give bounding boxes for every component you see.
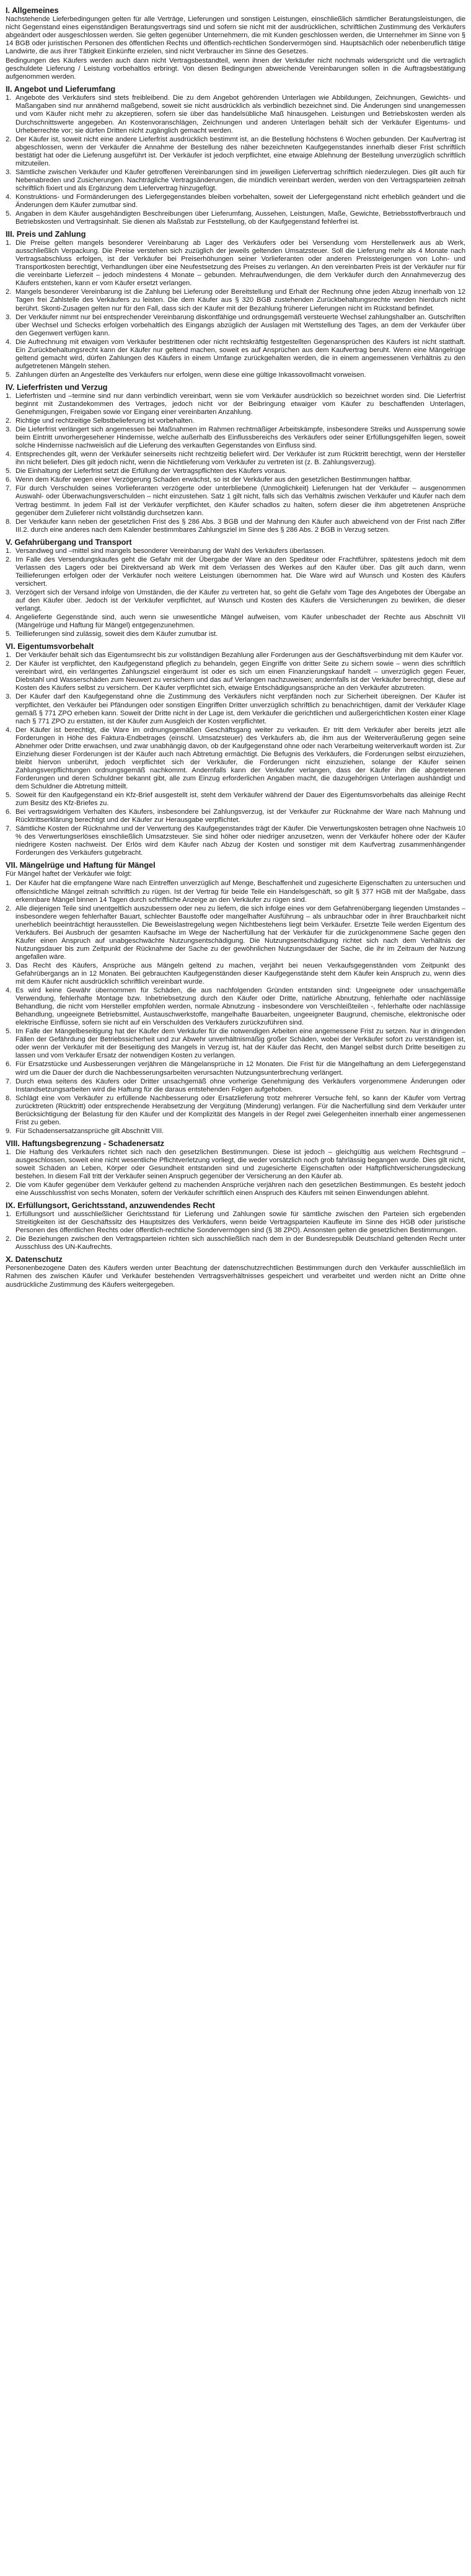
clause-text: Für durch Verschulden seines Vorlieferanten verzögerte oder unterbliebene (Unmöglichkeit) Lieferungen hat der Verkäufer – ausgenommen Auswahl- oder Überwachungsverschulden – nicht einzustehen. Satz 1 gilt nicht, falls sich das Verhältnis zwischen Verkäufer und Käufer nach dem Vertrag bestimmt. In jedem Fall ist der Verkäufer verpflichtet, den Käufer schadlos zu halten, sofern dieser die ihm abgetretenen Ansprüche gegenüber dem Zulieferer nicht vollständig durchsetzen kann. bbox=[15, 485, 465, 517]
clause-number: 7. bbox=[6, 825, 12, 833]
clause-text: Erfüllungsort und ausschließlicher Gerichtsstand für Lieferung und Zahlungen sowie für sämtliche zwischen den Parteien sich ergebenden Streitigkeiten ist der Geschäftssitz des Hauptsitzes des Verkäufers, wenn beide Vertragsparteien Kaufleute im Sinne des HGB oder juristische Personen des öffentlichen Rechts oder öffentlich-rechtliche Sondervermögen sind (§ 38 ZPO). Ansonsten gelten die gesetzlichen Bestimmungen. bbox=[15, 1211, 465, 1235]
clause-item bbox=[6, 210, 465, 226]
clause-text: Für Ersatzstücke und Ausbesserungen verjähren die Mängelansprüche in 12 Monaten. Die Frist für die Mängelhaftung an dem Liefergegenstand wird um die Dauer der durch die Nachbesserungsarbeiten verursachten Nutzungsunterbrechung verlängert. bbox=[15, 1061, 465, 1077]
section-heading: VII. Mängelrüge und Haftung für Mängel bbox=[6, 860, 156, 870]
clause-item bbox=[6, 1127, 465, 1136]
clause-item bbox=[6, 193, 465, 210]
section-heading: V. Gefahrübergang und Transport bbox=[6, 537, 132, 547]
clause-number: 1. bbox=[6, 1211, 12, 1219]
section-heading: VI. Eigentumsvorbehalt bbox=[6, 642, 94, 651]
clause-number: 5. bbox=[6, 371, 12, 379]
clause-number: 4. bbox=[6, 451, 12, 459]
clause-number: 7. bbox=[6, 1077, 12, 1085]
clause-item bbox=[6, 614, 465, 630]
clause-text: Die Beziehungen zwischen den Vertragsparteien richten sich ausschließlich nach dem in der Bundesrepublik Deutschland geltenden Recht unter Ausschluss des UN-Kaufrechts. bbox=[15, 1235, 465, 1251]
clause-item bbox=[6, 1061, 465, 1077]
clause-item bbox=[6, 239, 465, 288]
clause-number: 1. bbox=[6, 651, 12, 659]
clause-number: 1. bbox=[6, 392, 12, 400]
clause-item bbox=[6, 547, 465, 555]
clause-number: 1. bbox=[6, 1148, 12, 1156]
section-paragraph: Personenbezogene Daten des Käufers werden unter Beachtung der datenschutzrechtlichen Bestimmungen durch den Verkäufer ausschließlich im Rahmen des zwischen Käufer und Verkäufer bestehenden Vertragsverhältnisses gespeichert und verarbeitet und werden nicht an Dritte ohne ausdrückliche Zustimmung des Käufers weitergegeben. bbox=[6, 1264, 465, 1289]
clause-number: 5. bbox=[6, 792, 12, 800]
clause-text: Der Käufer darf den Kaufgegenstand ohne die Zustimmung des Verkäufers nicht verpfänden noch zur Sicherheit übereignen. Der Käufer ist verpflichtet, den Verkäufer bei Pfändungen oder sonstigen Eingriffen Dritter unverzüglich schriftlich zu benachrichtigen, damit der Verkäufer Klage gemäß § 771 ZPO erheben kann. Soweit der Dritte nicht in der Lage ist, dem Verkäufer die gerichtlichen und außergerichtlichen Kosten einer Klage nach § 771 ZPO zu erstatten, ist der Käufer zum Ausgleich der Kosten verpflichtet. bbox=[15, 693, 465, 725]
clause-number: 3. bbox=[6, 168, 12, 176]
clause-item bbox=[6, 392, 465, 417]
clause-number: 2. bbox=[6, 1181, 12, 1189]
clause-item bbox=[6, 808, 465, 824]
clause-item bbox=[6, 476, 465, 484]
clause-text: Für Schadensersatzansprüche gilt Abschnitt VIII. bbox=[15, 1127, 164, 1135]
clause-list bbox=[6, 880, 465, 1135]
clause-item bbox=[6, 660, 465, 692]
clause-number: 3. bbox=[6, 961, 12, 969]
clause-item bbox=[6, 451, 465, 467]
clause-number: 2. bbox=[6, 417, 12, 425]
clause-text: Das Recht des Käufers, Ansprüche aus Mängeln geltend zu machen, verjährt bei neuen Verkaufsgegenständen vom Zeitpunkt des Gefahrübergangs an in 12 Monaten. Bei gebrauchten Kaufgegenständen dieser Kaufgegenstände steht dem Käufer kein Anspruch zu, wenn dies mit dem Käufer nicht ausdrücklich schriftlich vereinbart wurde. bbox=[15, 961, 465, 986]
clause-text: Schlägt eine vom Verkäufer zu erfüllende Nachbesserung oder Ersatzlieferung trotz mehrerer Versuche fehl, so kann der Käufer vom Vertrag zurücktreten (Rücktritt) oder entsprechende Herabsetzung der Vergütung (Minderung) verlangen. Für die Nacherfüllung sind dem Verkäufer unter Berücksichtigung der Belastung für den Käufer und der Komplizität des Mangels in der Regel zwei Gelegenheiten innerhalb einer angemessenen Frist zu geben. bbox=[15, 1094, 465, 1126]
section-paragraph: Nachstehende Lieferbedingungen gelten für alle Verträge, Lieferungen und sonstigen Leistungen, einschließlich sämtlicher Beratungsleistungen, die nicht Gegenstand eines eigenständigen Beratungsvertrags sind und sofern sie nicht mit der ausdrücklichen, schriftlichen Zustimmung des Verkäufers abgeändert oder ausgeschlossen werden. Sie gelten gegenüber Unternehmern, die mit Kunden geschlossen werden, die Unternehmer im Sinne von § 14 BGB oder juristischen Personen des öffentlichen Rechts und öffentlich-rechtlichen Sondervermögen sind. Hauptsächlich oder nebenberuflich tätige Landwirte, die aus ihrer Tätigkeit Einkünfte erzielen, sind nicht Verbraucher im Sinne des Gesetzes. bbox=[6, 15, 465, 56]
clause-number: 1. bbox=[6, 880, 12, 888]
clause-number: 5. bbox=[6, 467, 12, 475]
clause-text: Die Lieferfrist verlängert sich angemessen bei Maßnahmen im Rahmen rechtmäßiger Arbeitskämpfe, insbesondere Streiks und Aussperrung sowie beim Eintritt unvorhergesehener Hindernisse, welche außerhalb des Einflussbereichs des Verkäufers oder seiner Erfüllungsgehilfen liegen, soweit solche Hindernisse nachweislich auf die Lieferung des verkauften Gegenstandes von Einfluss sind. bbox=[15, 426, 465, 450]
section-heading: II. Angebot und Lieferumfang bbox=[6, 84, 116, 94]
clause-text: Der Verkäufer nimmt nur bei entsprechender Vereinbarung diskontfähige und ordnungsgemäß versteuerte Wechsel zahlungshalber an. Gutschriften über Wechsel und Schecks erfolgen vorbehaltlich des Eingangs abzüglich der Auslagen mit Wertstellung des Tages, an dem der Verkäufer über den Gegenwert verfügen kann. bbox=[15, 313, 465, 337]
section-heading: I. Allgemeines bbox=[6, 6, 59, 15]
clause-text: Sämtliche Kosten der Rücknahme und der Verwertung des Kaufgegenstandes trägt der Käufer. Die Verwertungskosten betragen ohne Nachweis 10 % des Verwertungserlöses einschließlich Umsatzsteuer. Sie sind höher oder niedriger anzusetzen, wenn der Verkäufer höhere oder der Käufer niedrigere Kosten nachweist. Der Erlös wird dem Käufer nach Abzug der Kosten und sonstiger mit dem Kaufvertrag zusammenhängender Forderungen des Verkäufers gutgebracht. bbox=[15, 825, 465, 857]
clause-item bbox=[6, 1095, 465, 1127]
clause-number: 5. bbox=[6, 1028, 12, 1036]
clause-item bbox=[6, 825, 465, 857]
clause-number: 1. bbox=[6, 94, 12, 102]
clause-text: Versandweg und –mittel sind mangels besonderer Vereinbarung der Wahl des Verkäufers überlassen. bbox=[15, 547, 325, 555]
clause-text: Die vom Käufer gegenüber dem Verkäufer geltend zu machenden Ansprüche verjähren nach den gesetzlichen Bestimmungen. Es besteht jedoch eine Ausschlussfrist von sechs Monaten, sofern der Verkäufer schriftlich einen Anspruch des Käufers mit seinen Einwendungen ablehnt. bbox=[15, 1181, 465, 1198]
clause-item bbox=[6, 518, 465, 534]
clause-text: Durch etwa seitens des Käufers oder Dritter unsachgemäß ohne vorherige Genehmigung des Verkäufers vorgenommene Änderungen oder Instandsetzungsarbeiten wird die Haftung für die daraus entstehenden Folgen aufgehoben. bbox=[15, 1077, 465, 1093]
clause-number: 4. bbox=[6, 193, 12, 201]
section-heading: IV. Lieferfristen und Verzug bbox=[6, 382, 108, 392]
section-paragraph: Bedingungen des Käufers werden auch dann nicht Vertragsbestandteil, wenn ihnen der Verkäufer nicht nochmals widerspricht und die vertraglich geschuldete Lieferung / Leistung vorbehaltlos erbringt. Von diesen Bedingungen abweichende Vereinbarungen sollen in die Auftragsbestätigung aufgenommen werden. bbox=[6, 57, 465, 81]
clause-item bbox=[6, 987, 465, 1027]
clause-text: Angebote des Verkäufers sind stets freibleibend. Die zu dem Angebot gehörenden Unterlagen wie Abbildungen, Zeichnungen, Gewichts- und Maßangaben sind nur annähernd maßgebend, soweit sie nicht ausdrücklich als verbindlich bezeichnet sind. Die Änderungen sind unangemessen und vom Käufer nicht mehr zu akzeptieren, sofern sie über das handelsübliche Maß hinausgehen. Leistungen und Betriebskosten werden als Durchschnittswerte angegeben. An Kostenvoranschlägen, Zeichnungen und anderen Unterlagen behält sich der Verkäufer Eigentums- und Urheberrechte vor; sie dürfen Dritten nicht zugänglich gemacht werden. bbox=[15, 94, 465, 135]
clause-item bbox=[6, 651, 465, 659]
clause-item bbox=[6, 338, 465, 371]
clause-item bbox=[6, 288, 465, 312]
clause-text: Der Verkäufer behält sich das Eigentumsrecht bis zur vollständigen Bezahlung aller Forderungen aus der Geschäftsverbindung mit dem Käufer vor. bbox=[15, 651, 464, 659]
clause-item bbox=[6, 1078, 465, 1094]
clause-text: Konstruktions- und Formänderungen des Liefergegenstandes bleiben vorbehalten, soweit der Liefergegenstand nicht erheblich geändert und die Änderungen dem Käufer zumutbar sind. bbox=[15, 193, 465, 209]
clause-number: 2. bbox=[6, 1235, 12, 1243]
clause-item bbox=[6, 1235, 465, 1251]
clause-number: 3. bbox=[6, 588, 12, 596]
clause-item bbox=[6, 693, 465, 725]
clause-number: 2. bbox=[6, 288, 12, 296]
clause-text: Richtige und rechtzeitige Selbstbelieferung ist vorbehalten. bbox=[15, 417, 195, 425]
clause-number: 9. bbox=[6, 1127, 12, 1135]
clause-item bbox=[6, 556, 465, 588]
clause-item bbox=[6, 485, 465, 517]
clause-item bbox=[6, 467, 465, 475]
clause-number: 3. bbox=[6, 426, 12, 434]
clause-text: Mangels besonderer Vereinbarung ist die Zahlung bei Lieferung oder Bereitstellung und Erhalt der Rechnung ohne jeden Abzug innerhalb von 12 Tagen frei Zahlstelle des Verkäufers zu leisten. Die dem Käufer aus § 320 BGB zustehenden Zurückbehaltungsrechte werden hierdurch nicht berührt. Skonti-Zusagen gelten nur für den Fall, dass sich der Käufer mit der Bezahlung früherer Lieferungen nicht im Rückstand befindet. bbox=[15, 288, 465, 312]
clause-text: Zahlungen dürfen an Angestellte des Verkäufers nur erfolgen, wenn diese eine gültige Inkassovollmacht vorweisen. bbox=[15, 371, 366, 379]
clause-text: Verzögert sich der Versand infolge von Umständen, die der Käufer zu vertreten hat, so geht die Gefahr vom Tage des Angebotes der Übergabe an auf den Käufer über. Jedoch ist der Verkäufer verpflichtet, auf Wunsch und Kosten des Käufers die Versicherungen zu bewirken, die dieser verlangt. bbox=[15, 588, 465, 613]
clause-item bbox=[6, 1181, 465, 1198]
clause-number: 3. bbox=[6, 693, 12, 701]
clause-number: 2. bbox=[6, 555, 12, 563]
clause-number: 5. bbox=[6, 630, 12, 638]
clause-number: 1. bbox=[6, 239, 12, 247]
clause-number: 4. bbox=[6, 726, 12, 734]
clause-number: 3. bbox=[6, 313, 12, 321]
clause-text: Der Käufer ist berechtigt, die Ware im ordnungsgemäßen Geschäftsgang weiter zu verkaufen. Er tritt dem Verkäufer aber bereits jetzt alle Forderungen in Höhe des Faktura-Endbetrages (einschl. Umsatzsteuer) des Verkäufers ab, die ihm aus der Weiterveräußerung gegen seine Abnehmer oder Dritte erwachsen, und zwar unabhängig davon, ob der Kaufgegenstand ohne oder nach Verarbeitung weiterverkauft worden ist. Zur Einziehung dieser Forderungen ist der Käufer auch nach Abtretung ermächtigt. Die Befugnis des Verkäufers, die Forderungen selbst einzuziehen, bleibt hiervon unberührt, jedoch verpflichtet sich der Verkäufer, die Forderungen nicht einzuziehen, solange der Käufer seinen Zahlungsverpflichtungen ordnungsgemäß nachkommt. Andernfalls kann der Verkäufer verlangen, dass der Käufer ihm die abgetretenen Forderungen und deren Schuldner bekannt gibt, alle zum Einzug erforderlichen Angaben macht, die dazugehörigen Unterlagen aushändigt und dem Schuldner die Abtretung mitteilt. bbox=[15, 726, 465, 790]
clause-text: Die Aufrechnung mit etwaigen vom Verkäufer bestrittenen oder nicht rechtskräftig festgestellten Gegenansprüchen des Käufers ist nicht statthaft. Ein Zurückbehaltungsrecht kann der Käufer nur geltend machen, soweit es auf Ansprüchen aus dem Kaufvertrag beruht. Wenn eine Mängelrüge geltend gemacht wird, dürfen Zahlungen des Käufers in einem Umfange zurückgehalten werden, die in einem angemessenen Verhältnis zu den aufgetretenen Mängeln stehen. bbox=[15, 338, 465, 370]
clause-text: Lieferfristen und –termine sind nur dann verbindlich vereinbart, wenn sie vom Verkäufer ausdrücklich so bezeichnet worden sind. Die Lieferfrist beginnt mit Zustandekommen des Vertrages, jedoch nicht vor der Beibringung etwaiger vom Käufer zu beschaffenden Unterlagen, Genehmigungen, Freigaben sowie vor Eingang einer vereinbarten Anzahlung. bbox=[15, 392, 465, 417]
clause-list bbox=[6, 651, 465, 857]
clause-text: Entsprechendes gilt, wenn der Verkäufer seinerseits nicht rechtzeitig beliefert wird. Der Verkäufer ist zum Rücktritt berechtigt, wenn der Hersteller ihn nicht beliefert. Dies gilt jedoch nicht, wenn die Nichtlieferung vom Verkäufer zu vertreten ist (z. B. Zahlungsverzug). bbox=[15, 451, 465, 467]
clause-item bbox=[6, 371, 465, 379]
clause-item bbox=[6, 426, 465, 450]
clause-item bbox=[6, 314, 465, 338]
clause-number: 7. bbox=[6, 485, 12, 493]
clause-item bbox=[6, 726, 465, 791]
section-paragraph: Für Mängel haftet der Verkäufer wie folgt: bbox=[6, 870, 132, 878]
clause-number: 1. bbox=[6, 547, 12, 555]
clause-list bbox=[6, 392, 465, 534]
clause-item bbox=[6, 792, 465, 808]
clause-number: 4. bbox=[6, 614, 12, 622]
clause-number: 4. bbox=[6, 338, 12, 346]
clause-text: Sämtliche zwischen Verkäufer und Käufer getroffenen Vereinbarungen sind im jeweiligen Liefervertrag schriftlich niederzulegen. Dies gilt auch für Nebenabreden und Zusicherungen. Nachträgliche Vertragsänderungen, die mündlich vereinbart werden, werden von den Vertragsparteien zeitnah schriftlich fixiert und als Ergänzung dem Liefervertrag hinzugefügt. bbox=[15, 168, 465, 192]
clause-text: Der Käufer ist verpflichtet, den Kaufgegenstand pfleglich zu behandeln, gegen Eingriffe von dritter Seite zu sichern sowie – wenn dies schriftlich vereinbart wird, ein verlängertes Zahlungsziel eingeräumt ist oder es sich um einen Finanzierungskauf handelt – unverzüglich gegen Feuer, Diebstahl und Wasserschäden zum Neuwert zu versichern und das auf Verlangen nachzuweisen; andernfalls ist der Verkäufer berechtigt, diese auf Kosten des Käufers selbst zu versichern. Der Käufer verpflichtet sich, etwaige Entschädigungsansprüche an den Verkäufer abzutreten. bbox=[15, 660, 465, 692]
clause-number: 2. bbox=[6, 660, 12, 668]
clause-text: Die Einhaltung der Lieferfrist setzt die Erfüllung der Vertragspflichten des Käufers voraus. bbox=[15, 467, 287, 475]
clause-text: Der Käufer hat die empfangene Ware nach Eintreffen unverzüglich auf Menge, Beschaffenheit und zugesicherte Eigenschaften zu untersuchen und offensichtliche Mängel zeitnah schriftlich zu rügen. Ist der Vertrag für beide Teile ein Handelsgeschäft, so gilt § 377 HGB mit der Maßgabe, dass erkennbare Mängel binnen 14 Tagen durch schriftliche Anzeige an den Verkäufer zu rügen sind. bbox=[15, 880, 465, 904]
section-heading: IX. Erfüllungsort, Gerichtsstand, anzuwendendes Recht bbox=[6, 1201, 215, 1211]
clause-item bbox=[6, 94, 465, 135]
section-heading: VIII. Haftungsbegrenzung - Schadenersatz bbox=[6, 1138, 164, 1148]
clause-text: Es wird keine Gewähr übernommen für Schäden, die aus nachfolgenden Gründen entstanden sind: Ungeeignete oder unsachgemäße Verwendung, fehlerhafte Montage bzw. Inbetriebsetzung durch den Käufer oder Dritte, natürliche Abnutzung, fehlerhafte oder nachlässige Behandlung, die nicht vom Hersteller empfohlen werden, normale Abnutzung - insbesondere von Verschleißteilen -, fehlerhafte oder nachlässige Behandlung, ungeeignete Betriebsmittel, Austauschwerkstoffe, mangelhafte Bauarbeiten, ungeeigneter Baugrund, chemische, elektronische oder elektrische Einflüsse, sofern sie nicht auf ein Verschulden des Verkäufers zurückzuführen sind. bbox=[15, 987, 465, 1027]
clause-item bbox=[6, 589, 465, 613]
clause-text: Teillieferungen sind zulässig, soweit dies dem Käufer zumutbar ist. bbox=[15, 630, 218, 638]
clause-number: 8. bbox=[6, 1094, 12, 1102]
clause-number: 2. bbox=[6, 135, 12, 143]
clause-text: Alle diejenigen Teile sind unentgeltlich auszubessern oder neu zu liefern, die sich infolge eines vor dem Gefahrenübergang liegenden Umstandes – insbesondere wegen fehlerhafter Bauart, schlechter Baustoffe oder mangelhafter Ausführung – als unbrauchbar oder in ihrer Brauchbarkeit nicht unerheblich beeinträchtigt herausstellen. Die Beweislastregelung wegen Nichtbestehens liegt beim Verkäufer. Ersetzte Teile werden Eigentum des Verkäufers. Bei Ausbruch der gesamten Kaufsache im Wege der Nacherfüllung hat der Verkäufer für die zurückgenommene Sache gegen den Käufer einen Anspruch auf unabgeschwächte Nutzungsentschädigung. Die Nutzungsentschädigung richtet sich nach dem Verhältnis der Nutzungsdauer bis zum Zeitpunkt der Rücknahme der Sache zu der gewöhnlichen Nutzungsdauer der Sache, die ihr im Zeitraum der Nutzung angefallen wäre. bbox=[15, 904, 465, 961]
clause-number: 6. bbox=[6, 476, 12, 484]
clause-text: Angelieferte Gegenstände sind, auch wenn sie unwesentliche Mängel aufweisen, vom Käufer unbeschadet der Rechte aus Abschnitt VII (Mängelrüge und Haftung für Mängel) entgegenzunehmen. bbox=[15, 614, 465, 630]
clause-list bbox=[6, 1211, 465, 1251]
clause-text: Der Verkäufer kann neben der gesetzlichen Frist des § 286 Abs. 3 BGB und der Mahnung den Käufer auch abweichend von der Frist nach Ziffer III.2. durch eine anderes nach dem Kalender bestimmbares Zahlungsziel im Sinne des § 286 Abs. 2 BGB in Verzug setzen. bbox=[15, 518, 465, 534]
clause-text: Soweit für den Kaufgegenstand ein Kfz-Brief ausgestellt ist, steht dem Verkäufer während der Dauer des Eigentumsvorbehalts das alleinige Recht zum Besitz des Kfz-Briefes zu. bbox=[15, 792, 465, 808]
clause-number: 4. bbox=[6, 987, 12, 995]
clause-text: Bei vertragswidrigem Verhalten des Käufers, insbesondere bei Zahlungsverzug, ist der Verkäufer zur Rücknahme der Ware nach Mahnung und Rücktrittserklärung berechtigt und der Käufer zur Herausgabe verpflichtet. bbox=[15, 808, 465, 824]
clause-item bbox=[6, 1211, 465, 1235]
clause-text: Die Preise gelten mangels besonderer Vereinbarung ab Lager des Verkäufers oder bei Versendung vom Herstellerwerk aus ab Werk, ausschließlich Verpackung. Die Preise verstehen sich zuzüglich der jeweils geltenden Umsatzsteuer. Soll die Lieferung mehr als 4 Monate nach Vertragsabschluss erfolgen, ist der Verkäufer bei Preiserhöhungen seiner Vorlieferanten oder anderen Preissteigerungen von Lohn- und Transportkosten berechtigt, Verhandlungen über eine Neufestsetzung des Preises zu verlangen. An den vereinbarten Preis ist der Verkäufer nur für die vereinbarte Lieferzeit – jedoch mindestens 4 Monate – gebunden. Mehraufwendungen, die dem Verkäufer durch den Annahmeverzug des Käufers entstehen, kann er vom Käufer ersetzt verlangen. bbox=[15, 239, 465, 288]
clause-number: 2. bbox=[6, 904, 12, 912]
clause-text: Im Falle des Versendungskaufes geht die Gefahr mit der Übergabe der Ware an den Spediteur oder Frachtführer, spätestens jedoch mit dem Verlassen des Lagers oder bei Direktversand ab Werk mit dem Verlassen des Werkes auf den Käufer über. Das gilt auch dann, wenn Teillieferungen erfolgen oder der Verkäufer noch weitere Leistungen übernommen hat. Die Ware wird auf Wunsch und Kosten des Käufers versichert. bbox=[15, 555, 465, 588]
clause-item bbox=[6, 417, 465, 425]
clause-item bbox=[6, 169, 465, 193]
section-heading: III. Preis und Zahlung bbox=[6, 229, 86, 239]
clause-item bbox=[6, 962, 465, 986]
clause-item bbox=[6, 880, 465, 904]
clause-text: Wenn dem Käufer wegen einer Verzögerung Schaden erwächst, so ist der Verkäufer aus den gesetzlichen Bestimmungen haftbar. bbox=[15, 476, 412, 484]
clause-number: 5. bbox=[6, 210, 12, 218]
clause-item bbox=[6, 630, 465, 638]
clause-item bbox=[6, 905, 465, 961]
clause-text: Der Käufer ist, soweit nicht eine andere Lieferfrist ausdrücklich bestimmt ist, an die Bestellung höchstens 6 Wochen gebunden. Der Kaufvertrag ist abgeschlossen, wenn der Verkäufer die Annahme der Bestellung des näher bezeichneten Kaufgegenstandes innerhalb dieser Frist schriftlich bestätigt hat oder die Lieferung ausgeführt ist. Der Verkäufer ist jedoch verpflichtet, eine etwaige Ablehnung der Bestellung unverzüglich schriftlich mitzuteilen. bbox=[15, 135, 465, 167]
clause-list bbox=[6, 1149, 465, 1198]
clause-list bbox=[6, 239, 465, 379]
clause-text: Angaben in dem Käufer ausgehändigten Beschreibungen über Lieferumfang, Aussehen, Leistungen, Maße, Gewichte, Betriebsstoffverbrauch und Betriebskosten und Vertragsinhalt. Sie dienen als Maßstab zur Feststellung, ob der Kaufgegenstand fehlerfrei ist. bbox=[15, 210, 465, 226]
clause-list bbox=[6, 94, 465, 226]
clause-list bbox=[6, 547, 465, 639]
clause-number: 8. bbox=[6, 518, 12, 526]
clause-item bbox=[6, 136, 465, 168]
clause-number: 6. bbox=[6, 808, 12, 816]
clause-item bbox=[6, 1028, 465, 1060]
clause-number: 6. bbox=[6, 1061, 12, 1069]
clause-item bbox=[6, 1149, 465, 1181]
section-heading: X. Datenschutz bbox=[6, 1255, 63, 1264]
clause-text: Die Haftung des Verkäufers richtet sich nach den gesetzlichen Bestimmungen. Diese ist jedoch – gleichgültig aus welchem Rechtsgrund – ausgeschlossen, soweit eine nicht wesentliche Pflichtverletzung vorliegt, die weder vorsätzlich noch grob fahrlässig begangen wurde. Dies gilt nicht, soweit Schäden an Leben, Körper oder Gesundheit entstanden sind und zugesicherte Eigenschaften oder Haftpflichtversicherungsdeckung bestehen. In diesem Fall tritt der Verkäufer seinen Anspruch gegenüber der Versicherung an den Käufer ab. bbox=[15, 1148, 465, 1181]
clause-text: Im Falle der Mängelbeseitigung hat der Käufer dem Verkäufer für die notwendigen Arbeiten eine angemessene Frist zu setzen. Nur in dringenden Fällen der Gefährdung der Betriebssicherheit und zur Abwehr unverhältnismäßig großer Schäden, wobei der Verkäufer sofort zu verständigen ist, oder wenn der Verkäufer mit der Beseitigung des Mangels in Verzug ist, hat der Käufer das Recht, den Mangel selbst durch Dritte beseitigen zu lassen und vom Verkäufer Ersatz der notwendigen Kosten zu verlangen. bbox=[15, 1028, 465, 1060]
